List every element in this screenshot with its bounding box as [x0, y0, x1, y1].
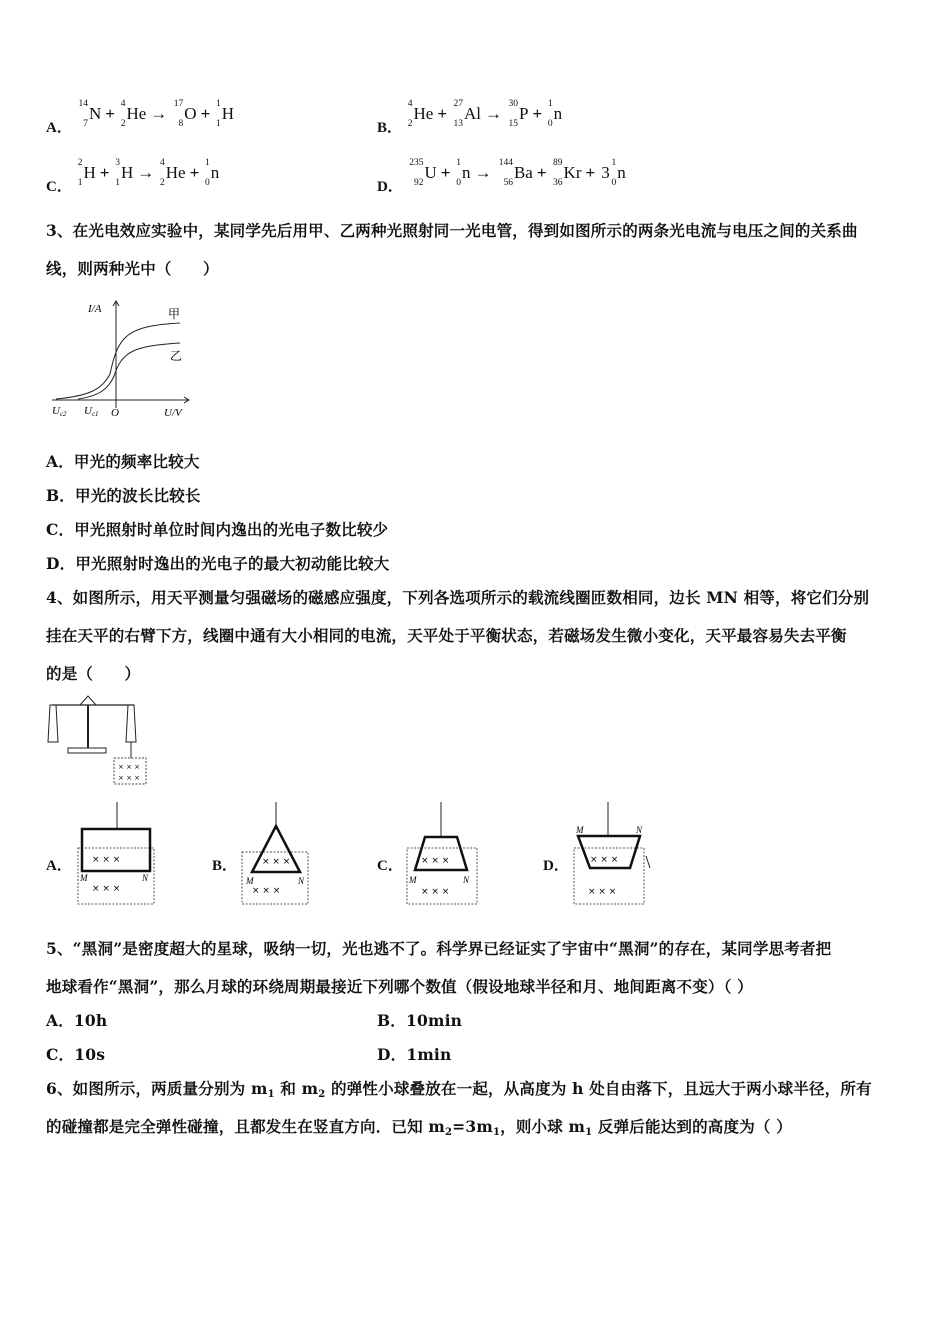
element-symbol: Ba	[513, 163, 533, 182]
svg-text:M: M	[80, 873, 88, 883]
q2-option-a-label: A．	[46, 120, 72, 136]
uc1-label: Uc1	[84, 405, 99, 418]
element-symbol: H	[120, 163, 134, 182]
q2-option-d-label: D．	[377, 179, 403, 195]
element-symbol: Al	[464, 104, 482, 123]
q2-option-b-equation	[406, 99, 562, 129]
element-symbol: O	[184, 104, 197, 123]
element-symbol: P	[519, 104, 529, 123]
q3-option-a: A．甲光的频率比较大	[46, 452, 200, 471]
isotope-he: 4 2	[160, 158, 165, 188]
operator: +	[200, 104, 211, 123]
curve-jia-label: 甲	[168, 307, 181, 321]
svg-text:N: N	[298, 876, 305, 886]
q4-option-a-figure	[72, 800, 162, 908]
q4-option-b-label: B．	[212, 858, 238, 874]
svg-text:N: N	[463, 875, 470, 885]
q5-stem-line2: 地球看作“黑洞”，那么月球的环绕周期最接近下列哪个数值（假设地球半径和月、地间距离不变）（ ）	[46, 977, 753, 996]
operator: +	[189, 163, 200, 182]
operator: +	[437, 104, 448, 123]
isotope-h: 2 1	[77, 158, 83, 188]
isotope-he: 4 2	[407, 99, 413, 129]
isotope-ba: 144 56	[498, 158, 513, 188]
element-symbol: n	[553, 104, 563, 123]
element-symbol: H	[221, 104, 235, 123]
origin-label: O	[111, 407, 119, 419]
svg-text:× × ×: × × ×	[262, 857, 291, 867]
x-axis-label: U/V	[164, 407, 182, 419]
q2-option-a-equation	[76, 99, 234, 129]
element-symbol: n	[461, 163, 471, 182]
q4-stem-line1: 4、如图所示，用天平测量匀强磁场的磁感应强度，下列各选项所示的载流线圈匝数相同，边长 MN 相等，将它们分别	[46, 588, 870, 607]
q4-option-a-label: A．	[46, 858, 72, 874]
q3-stem-line1: 3、在光电效应实验中，某同学先后用甲、乙两种光照射同一光电管，得到如图所示的两条光电流与电压之间的关系曲	[46, 221, 858, 240]
element-symbol: He	[126, 104, 147, 123]
isotope-o: 17 8	[173, 99, 184, 129]
element-symbol: Kr	[563, 163, 582, 182]
svg-text:N: N	[636, 825, 643, 835]
svg-text:× × ×: × × ×	[588, 887, 617, 897]
svg-text:× × ×: × × ×	[92, 884, 121, 894]
q4-stem-line2: 挂在天平的右臂下方，线圈中通有大小相同的电流，天平处于平衡状态，若磁场发生微小变化，天平最容易失去平衡	[46, 626, 847, 645]
isotope-h: 1 1	[216, 99, 221, 129]
q3-option-c: C．甲光照射时单位时间内逸出的光电子数比较少	[46, 520, 389, 539]
curve-yi-label: 乙	[170, 349, 183, 363]
isotope-n: 1 0	[611, 158, 617, 188]
operator: +	[532, 104, 543, 123]
operator: +	[105, 104, 115, 123]
svg-text:× × ×: × × ×	[118, 774, 141, 782]
isotope-n: 14 7	[78, 99, 88, 129]
operator: +	[440, 163, 451, 182]
q5-option-b: B．10min	[377, 1011, 463, 1030]
arrow: →	[485, 104, 503, 123]
element-symbol: He	[413, 104, 434, 123]
q6-stem-line2: 的碰撞都是完全弹性碰撞，且都发生在竖直方向．已知 $m_2=3m_1$，则小球 $m_1$ 反弹后能达到的高度为（ ）	[46, 1117, 792, 1138]
isotope-n: 1 0	[456, 158, 461, 188]
isotope-u: 235 92	[409, 158, 424, 188]
isotope-p: 30 15	[508, 99, 519, 129]
q4-option-d-label: D．	[543, 858, 569, 874]
svg-text:× × ×: × × ×	[590, 855, 619, 865]
q3-stem-line2: 线，则两种光中（ ）	[46, 259, 219, 278]
svg-text:× × ×: × × ×	[92, 855, 121, 865]
operator: +	[585, 163, 596, 182]
isotope-n: 1 0	[205, 158, 210, 188]
isotope-he: 4 2	[120, 99, 126, 129]
q4-stem-line3: 的是（ ）	[46, 664, 141, 683]
svg-text:M: M	[576, 825, 584, 835]
q2-option-c-label: C．	[46, 179, 72, 195]
operator: +	[536, 163, 547, 182]
arrow: →	[474, 163, 492, 182]
q5-option-c: C．10s	[46, 1045, 106, 1064]
isotope-kr: 89 36	[553, 158, 563, 188]
svg-text:M: M	[409, 875, 417, 885]
q3-option-b: B．甲光的波长比较长	[46, 486, 201, 505]
q2-option-b-label: B．	[377, 120, 403, 136]
element-symbol: n	[210, 163, 220, 182]
q4-option-b-figure	[238, 800, 314, 908]
curve-jia	[56, 323, 183, 399]
isotope-n: 1 0	[547, 99, 553, 129]
svg-text:× × ×: × × ×	[118, 763, 141, 771]
q4-option-d-figure	[568, 800, 654, 908]
q4-option-c-figure	[403, 800, 483, 908]
q5-option-a: A．10h	[46, 1011, 108, 1030]
q5-stem-line1: 5、“黑洞”是密度超大的星球，吸纳一切，光也逃不了。科学界已经证实了宇宙中“黑洞”的存在，某同学思考者把	[46, 939, 832, 958]
uc2-label: Uc2	[52, 405, 67, 418]
q4-option-c-label: C．	[377, 858, 403, 874]
svg-text:× × ×: × × ×	[252, 886, 281, 896]
q6-stem-line1: 6、如图所示，两质量分别为 $m_1$ 和 $m_2$ 的弹性小球叠放在一起，从高度为 h 处自由落下，且远大于两小球半径，所有	[46, 1079, 872, 1100]
element-symbol: N	[89, 104, 102, 123]
svg-text:× × ×: × × ×	[421, 887, 450, 897]
isotope-al: 27 13	[453, 99, 464, 129]
arrow: →	[150, 104, 168, 123]
element-symbol: n	[617, 163, 626, 182]
svg-text:M: M	[246, 876, 254, 886]
q4-balance-figure	[42, 690, 150, 788]
arrow: →	[137, 163, 155, 182]
q2-option-c-equation	[76, 158, 219, 188]
q3-option-d: D．甲光照射时逸出的光电子的最大初动能比较大	[46, 554, 390, 573]
isotope-h: 3 1	[115, 158, 120, 188]
svg-text:N: N	[142, 873, 149, 883]
svg-text:× × ×: × × ×	[421, 856, 450, 866]
y-axis-label: I/A	[88, 303, 102, 315]
element-symbol: H	[83, 163, 96, 182]
q2-option-d-equation	[406, 158, 626, 188]
operator: 3	[601, 163, 610, 182]
element-symbol: He	[165, 163, 186, 182]
operator: +	[99, 163, 110, 182]
q3-current-voltage-graph	[48, 296, 198, 422]
q5-option-d: D．1min	[377, 1045, 452, 1064]
element-symbol: U	[424, 163, 437, 182]
